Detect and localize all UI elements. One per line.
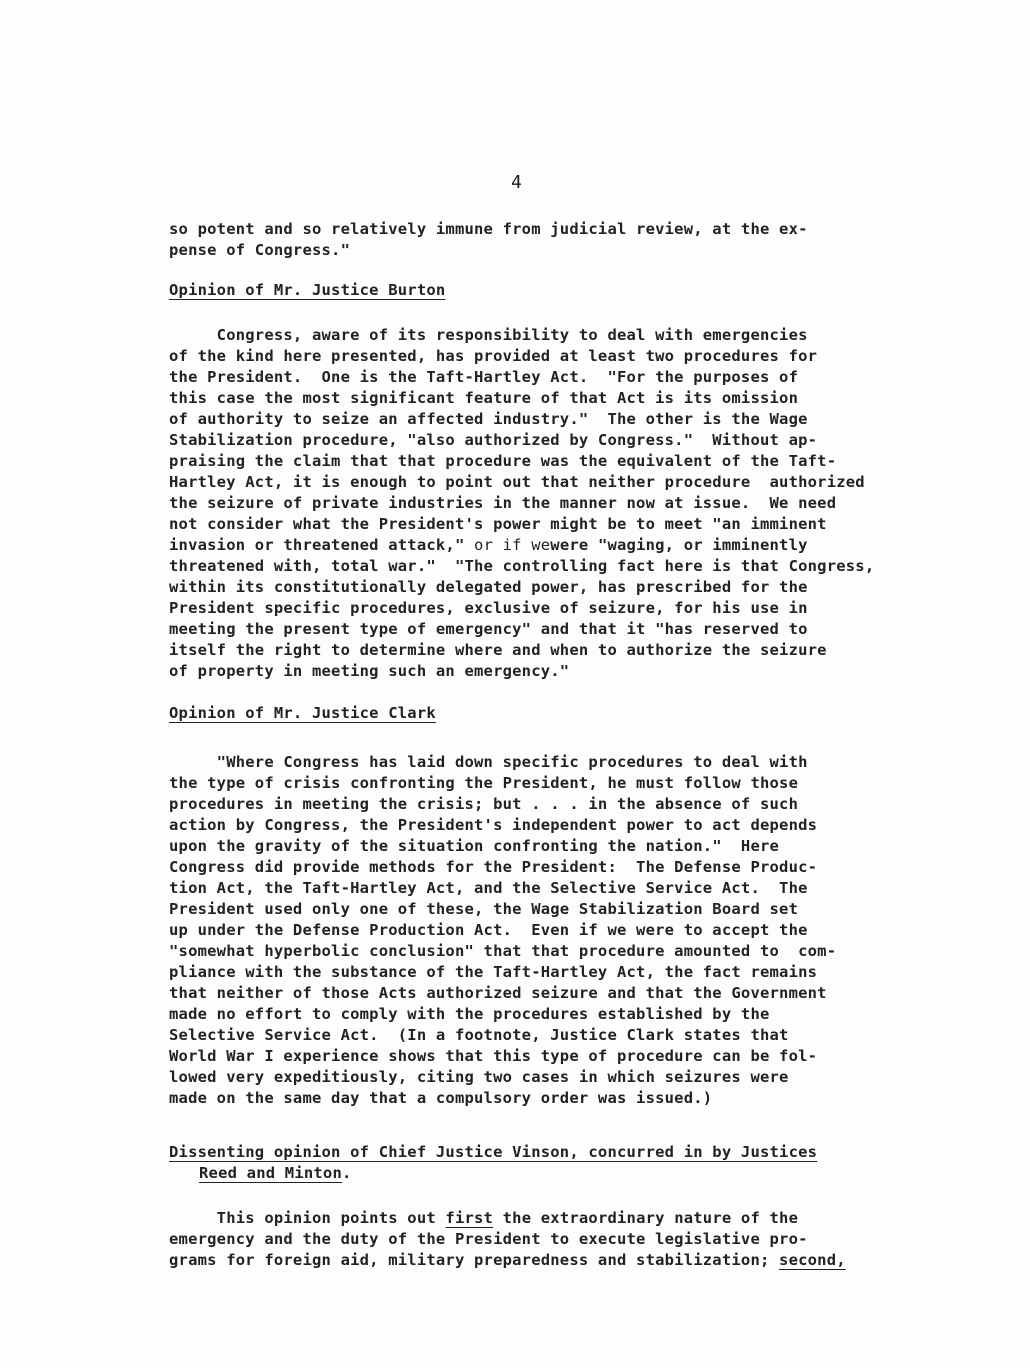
burton-line: meeting the present type of emergency" and that it "has reserved to [169,620,808,638]
clark-line: Selective Service Act. (In a footnote, Justice Clark states that [169,1026,789,1044]
clark-line: procedures in meeting the crisis; but . . . in the absence of such [169,795,799,813]
burton-line: of the kind here presented, has provided at least two procedures for [169,347,818,365]
vinson-emphasis-first: first [445,1209,494,1227]
burton-line-tail: were "waging, or imminently [550,536,808,554]
clark-line: made no effort to comply with the procedures established by the [169,1005,770,1023]
burton-line: Stabilization procedure, "also authorized by Congress." Without ap- [169,431,818,449]
vinson-line: emergency and the duty of the President to execute legislative pro- [169,1230,808,1248]
clark-line: tion Act, the Taft-Hartley Act, and the Selective Service Act. The [169,879,808,897]
clark-line: Congress did provide methods for the President: The Defense Produc- [169,858,818,876]
burton-insert-text: or if we [464,536,551,554]
burton-line: itself the right to determine where and when to authorize the seizure [169,641,827,659]
burton-line: praising the claim that that procedure was the equivalent of the Taft- [169,452,837,470]
clark-line: the type of crisis confronting the President, he must follow those [169,774,799,792]
heading-vinson: Dissenting opinion of Chief Justice Vinson, concurred in by Justices [169,1143,818,1161]
heading-vinson-continued [199,1164,352,1182]
heading-burton: Opinion of Mr. Justice Burton [169,281,446,299]
clark-line: pliance with the substance of the Taft-Hartley Act, the fact remains [169,963,818,981]
burton-line: the seizure of private industries in the manner now at issue. We need [169,494,837,512]
clark-line: President used only one of these, the Wage Stabilization Board set [169,900,799,918]
vinson-line [169,1208,798,1228]
heading-vinson-justices: Reed and Minton [199,1164,342,1182]
clark-line: action by Congress, the President's independent power to act depends [169,816,818,834]
vinson-line-pre: grams for foreign aid, military preparedness and stabilization; [169,1251,780,1269]
burton-line: of property in meeting such an emergency." [169,662,570,680]
intro-line: so potent and so relatively immune from judicial review, at the ex- [169,220,808,238]
vinson-line [169,1250,846,1270]
burton-line: not consider what the President's power might be to meet "an imminent [169,515,827,533]
vinson-line-pre: This opinion points out [169,1209,446,1227]
burton-line: President specific procedures, exclusive of seizure, for his use in [169,599,808,617]
vinson-emphasis-second: second, [779,1251,846,1269]
clark-line: upon the gravity of the situation confronting the nation." Here [169,837,780,855]
page-number: 4 [511,172,523,193]
burton-line: Congress, aware of its responsibility to deal with emergencies [169,326,808,344]
burton-line: threatened with, total war." "The controlling fact here is that Congress, [169,557,875,575]
clark-line: lowed very expeditiously, citing two cases in which seizures were [169,1068,789,1086]
clark-line: World War I experience shows that this type of procedure can be fol- [169,1047,818,1065]
clark-line: "Where Congress has laid down specific procedures to deal with [169,753,808,771]
intro-line: pense of Congress." [169,241,351,259]
clark-line: that neither of those Acts authorized seizure and that the Government [169,984,827,1002]
burton-line [169,535,808,555]
burton-line: this case the most significant feature of that Act is its omission [169,389,799,407]
burton-line: of authority to seize an affected industry." The other is the Wage [169,410,808,428]
clark-line: "somewhat hyperbolic conclusion" that that procedure amounted to com- [169,942,837,960]
burton-line: within its constitutionally delegated power, has prescribed for the [169,578,808,596]
clark-line: up under the Defense Production Act. Even if we were to accept the [169,921,808,939]
clark-line: made on the same day that a compulsory order was issued.) [169,1089,713,1107]
burton-line-main: invasion or threatened attack," [169,536,465,554]
burton-line: Hartley Act, it is enough to point out that neither procedure authorized [169,473,865,491]
vinson-line-post: the extraordinary nature of the [493,1209,799,1227]
heading-clark: Opinion of Mr. Justice Clark [169,704,436,722]
heading-vinson-period: . [341,1164,352,1182]
burton-line: the President. One is the Taft-Hartley Act. "For the purposes of [169,368,799,386]
